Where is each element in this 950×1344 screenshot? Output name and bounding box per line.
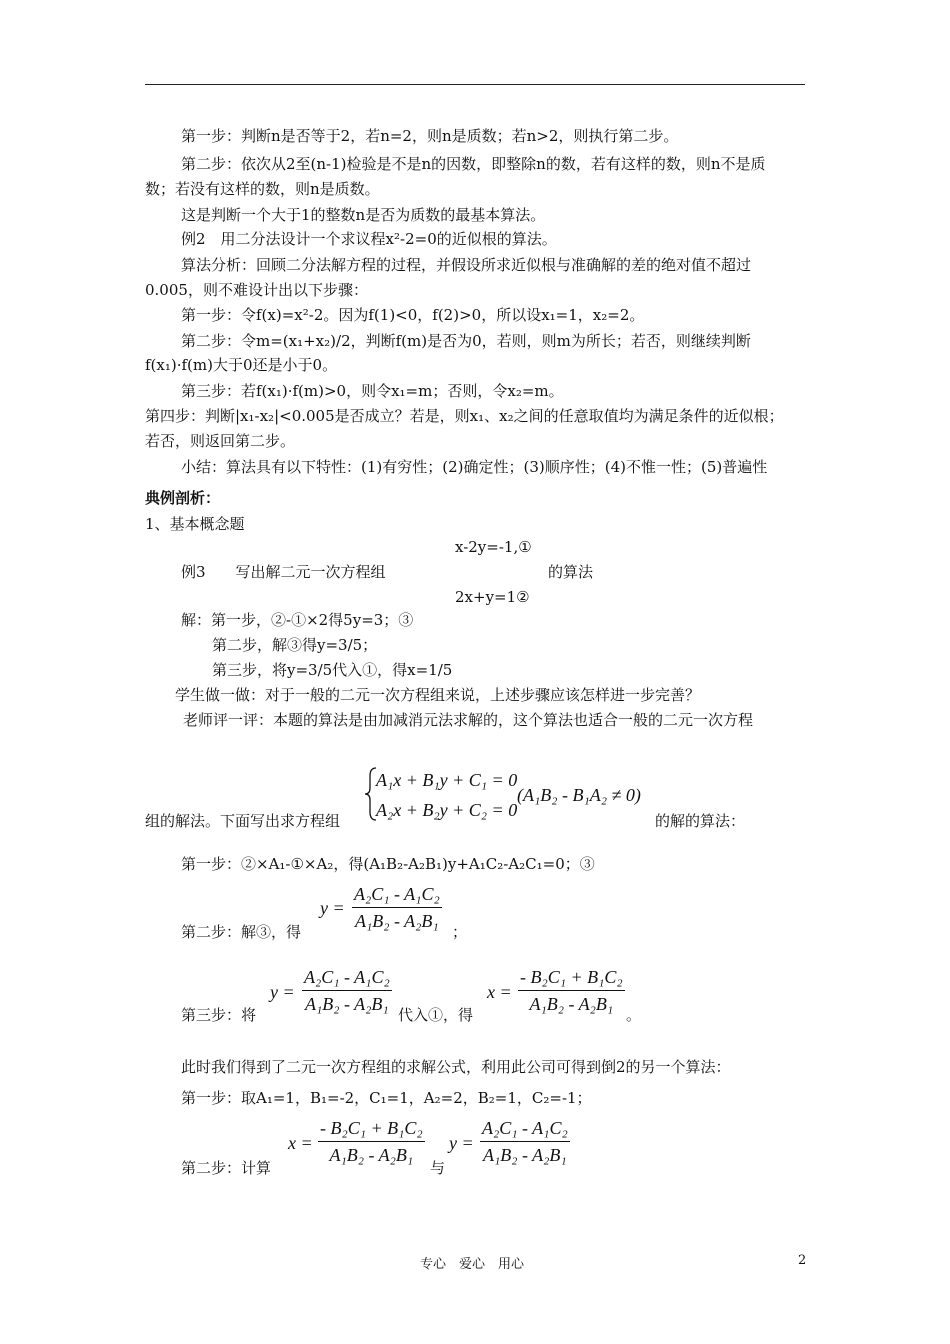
- x-lhs-1: x =: [487, 982, 512, 1002]
- alt-step-2-mid: 与: [430, 1159, 446, 1177]
- y-fraction-3: [480, 1118, 570, 1166]
- general-intro: 组的解法。下面写出求方程组: [145, 812, 341, 830]
- x-denominator-1: A₁B₂ - A₂B₁: [529, 994, 614, 1014]
- y-denominator-3: A₁B₂ - A₂B₁: [483, 1145, 567, 1165]
- step-two-prime: 第二步：依次从2至(n-1)检验是不是n的因数，即整除n的数，若有这样的数，则n不是质: [181, 155, 766, 173]
- bisection-step-3: 第三步：若f(x₁)·f(m)>0，则令x₁=m；否则，令x₂=m。: [181, 382, 564, 400]
- example-2-title: 例2 用二分法设计一个求议程x²-2=0的近似根的算法。: [181, 230, 557, 248]
- alt-step-2-label: 第二步：计算: [181, 1159, 272, 1177]
- general-step-1: 第一步：②×A₁-①×A₂，得(A₁B₂-A₂B₁)y+A₁C₂-A₂C₁=0；③: [181, 855, 595, 873]
- y-denominator-2: A₁B₂ - A₂B₁: [305, 994, 389, 1014]
- alt-step-1: 第一步：取A₁=1，B₁=-2，C₁=1，A₂=2，B₂=1，C₂=-1；: [181, 1089, 592, 1107]
- teacher-comment: 老师评一评：本题的算法是由加减消元法求解的，这个算法也适合一般的二元一次方程: [183, 711, 754, 729]
- general-system-row-1: A₁x + B₁y + C₁ = 0: [376, 770, 518, 790]
- x-fraction-1: [518, 967, 625, 1015]
- algorithm-summary: 小结：算法具有以下特性：(1)有穷性；(2)确定性；(3)顺序性；(4)不惟一性；(5)普遍性: [181, 458, 768, 476]
- y-fraction-1: [352, 884, 442, 932]
- y-lhs-1: y =: [320, 898, 345, 918]
- student-prompt: 学生做一做：对于一般的二元一次方程组来说，上述步骤应该怎样进一步完善？: [175, 686, 701, 704]
- prime-summary: 这是判断一个大于1的整数n是否为质数的最基本算法。: [181, 206, 546, 224]
- general-step-3-label: 第三步：将: [181, 1006, 257, 1024]
- footer-motto: 专心 爱心 用心: [420, 1257, 525, 1272]
- step-two-prime-cont: 数；若没有这样的数，则n是质数。: [145, 180, 380, 198]
- system-eq-1: x-2y=-1,①: [455, 538, 532, 556]
- solution-step-1: 解：第一步，②-①×2得5y=3；③: [181, 611, 414, 629]
- step-one-prime: 第一步：判断n是否等于2，若n=2，则n是质数；若n>2，则执行第二步。: [181, 127, 679, 145]
- x-numerator-2: - B₂C₁ + B₁C₂: [318, 1118, 425, 1142]
- general-step-2-label: 第二步：解③，得: [181, 923, 302, 941]
- y-lhs-2: y =: [270, 982, 295, 1002]
- header-rule: [145, 84, 805, 85]
- bisection-step-1: 第一步：令f(x)=x²-2。因为f(1)<0，f(2)>0，所以设x₁=1，x₂=2。: [181, 306, 645, 324]
- x-denominator-2: A₁B₂ - A₂B₁: [329, 1145, 414, 1165]
- bisection-step-2: 第二步：令m=(x₁+x₂)/2，判断f(m)是否为0，若则，则m为所长；若否，则继续判断: [181, 332, 751, 350]
- y-lhs-3: y =: [449, 1133, 474, 1153]
- y-numerator-2: A₂C₁ - A₁C₂: [302, 967, 392, 991]
- algo-analysis-cont: 0.005，则不难设计出以下步骤：: [145, 281, 368, 299]
- general-step-2-tail: ；: [452, 923, 468, 941]
- page-number: 2: [798, 1253, 807, 1268]
- x-lhs-2: x =: [288, 1133, 313, 1153]
- algo-analysis: 算法分析：回顾二分法解方程的过程，并假设所求近似根与准确解的差的绝对值不超过: [181, 256, 752, 274]
- x-numerator-1: - B₂C₁ + B₁C₂: [518, 967, 625, 991]
- example-3-tail: 的算法: [548, 563, 594, 581]
- solution-step-2: 第二步，解③得y=3/5；: [212, 636, 378, 654]
- example-3-label: 例3 写出解二元一次方程组: [181, 563, 386, 581]
- y-fraction-2: [302, 967, 392, 1015]
- y-numerator-1: A₂C₁ - A₁C₂: [352, 884, 442, 908]
- general-system-condition: (A₁B₂ - B₁A₂ ≠ 0): [517, 785, 641, 805]
- bisection-step-2-cont: f(x₁)·f(m)大于0还是小于0。: [145, 356, 338, 374]
- x-fraction-2: [318, 1118, 425, 1166]
- section-heading: 典例剖析：: [145, 489, 221, 507]
- general-step-3-tail: 。: [626, 1006, 642, 1024]
- general-system-row-2: A₂x + B₂y + C₂ = 0: [376, 800, 518, 820]
- general-intro-tail: 的解的算法：: [655, 812, 746, 830]
- y-numerator-3: A₂C₁ - A₁C₂: [480, 1118, 570, 1142]
- section-basic-concepts: 1、基本概念题: [145, 515, 245, 533]
- bisection-step-4: 第四步：判断|x₁-x₂|<0.005是否成立？若是，则x₁、x₂之间的任意取值均为满足条件的近似根；: [145, 407, 784, 425]
- general-step-3-mid: 代入①，得: [398, 1006, 474, 1024]
- formula-note: 此时我们得到了二元一次方程组的求解公式，利用此公司可得到倒2的另一个算法：: [181, 1058, 731, 1076]
- y-denominator-1: A₁B₂ - A₂B₁: [355, 911, 439, 931]
- system-eq-2: 2x+y=1②: [455, 588, 530, 606]
- solution-step-3: 第三步，将y=3/5代入①，得x=1/5: [212, 661, 453, 679]
- bisection-step-4-cont: 若否，则返回第二步。: [145, 432, 296, 450]
